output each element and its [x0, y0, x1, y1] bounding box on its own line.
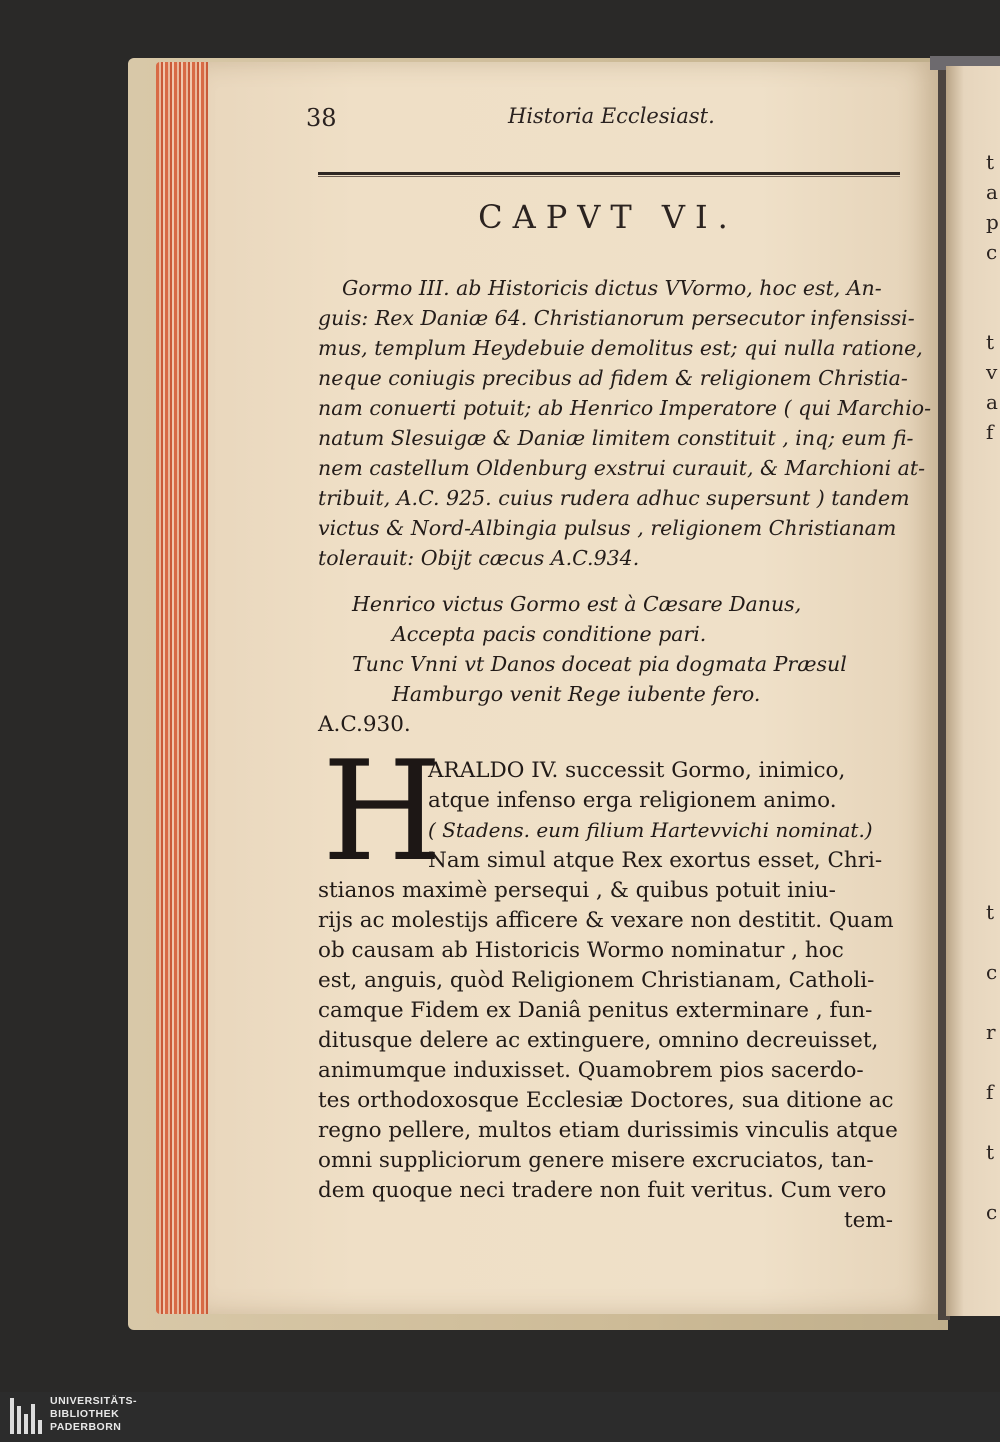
text-line: Nam simul atque Rex exortus esset, Chri- — [428, 848, 883, 873]
facing-letter: c — [986, 1200, 998, 1224]
verse-line: Henrico victus Gormo est à Cæsare Danus, — [352, 592, 802, 616]
text-line: neque coniugis precibus ad fidem & religionem Christia- — [318, 366, 908, 390]
text-line: animumque induxisset. Quamobrem pios sacerdo- — [318, 1058, 864, 1083]
text-line: victus & Nord-Albingia pulsus , religionem Christianam — [318, 516, 897, 540]
verse-line: Hamburgo venit Rege iubente fero. — [392, 682, 761, 706]
text-line: mus, templum Heydebuie demolitus est; qui nulla ratione, — [318, 336, 923, 360]
text-line: omni suppliciorum genere misere excruciatos, tan- — [318, 1148, 874, 1173]
library-name-line: PADERBORN — [50, 1421, 122, 1433]
text-line: atque infenso erga religionem animo. — [428, 788, 837, 813]
library-name-line: BIBLIOTHEK — [50, 1408, 120, 1420]
facing-letter: t — [986, 1140, 995, 1164]
library-name — [50, 1395, 137, 1434]
text-line: ARALDO IV. successit Gormo, inimico, — [428, 758, 846, 783]
library-footer — [0, 1392, 1000, 1442]
text-line: camque Fidem ex Daniâ penitus exterminare , fun- — [318, 998, 873, 1023]
text-line: est, anguis, quòd Religionem Christianam, Catholi- — [318, 968, 875, 993]
facing-letter: f — [986, 1080, 994, 1104]
verse-line: Tunc Vnni vt Danos doceat pia dogmata Præsul — [352, 652, 847, 676]
chapter-heading: CAPVT VI. — [478, 198, 738, 236]
facing-letter: c — [986, 960, 998, 984]
verse-line: Accepta pacis conditione pari. — [392, 622, 707, 646]
facing-letter: p — [986, 210, 999, 234]
text-line: dem quoque neci tradere non fuit veritus. Cum vero — [318, 1178, 887, 1203]
header-rule — [318, 172, 900, 175]
text-line: tribuit, A.C. 925. cuius rudera adhuc supersunt ) tandem — [318, 486, 910, 510]
text-line: stianos maximè persequi , & quibus potuit iniu- — [318, 878, 836, 903]
drop-cap: H — [322, 731, 443, 892]
facing-letter: a — [986, 390, 998, 414]
text-line: rijs ac molestijs afficere & vexare non destitit. Quam — [318, 908, 894, 933]
facing-letter: t — [986, 900, 995, 924]
facing-letter: v — [986, 360, 998, 384]
facing-letter: c — [986, 240, 998, 264]
text-line: tes orthodoxosque Ecclesiæ Doctores, sua ditione ac — [318, 1088, 894, 1113]
library-name-line: UNIVERSITÄTS- — [50, 1395, 138, 1407]
year-note: A.C.930. — [318, 712, 411, 737]
text-line: ( Stadens. eum filium Hartevvichi nominat.) — [428, 818, 873, 842]
text-line: ditusque delere ac extinguere, omnino decreuisset, — [318, 1028, 879, 1053]
text-line: Gormo III. ab Historicis dictus VVormo, hoc est, An- — [342, 276, 882, 300]
text-line: ob causam ab Historicis Wormo nominatur , hoc — [318, 938, 844, 963]
text-line: regno pellere, multos etiam durissimis vinculis atque — [318, 1118, 898, 1143]
text-line: guis: Rex Daniæ 64. Christianorum persecutor infensissi- — [318, 306, 915, 330]
text-line: natum Slesuigæ & Daniæ limitem constituit , inq; eum fi- — [318, 426, 914, 450]
text-line: nem castellum Oldenburg exstrui curauit, & Marchioni at- — [318, 456, 926, 480]
facing-letter: t — [986, 150, 995, 174]
page-number: 38 — [306, 104, 337, 132]
facing-letter: r — [986, 1020, 996, 1044]
library-logo-icon — [10, 1398, 42, 1434]
text-line: nam conuerti potuit; ab Henrico Imperatore ( qui Marchio- — [318, 396, 932, 420]
header-rule-thin — [318, 176, 900, 177]
text-line: tolerauit: Obijt cæcus A.C.934. — [318, 546, 640, 570]
facing-letter: f — [986, 420, 994, 444]
catchword: tem- — [844, 1208, 894, 1233]
running-head: Historia Ecclesiast. — [508, 104, 715, 128]
facing-letter: t — [986, 330, 995, 354]
facing-letter: a — [986, 180, 998, 204]
